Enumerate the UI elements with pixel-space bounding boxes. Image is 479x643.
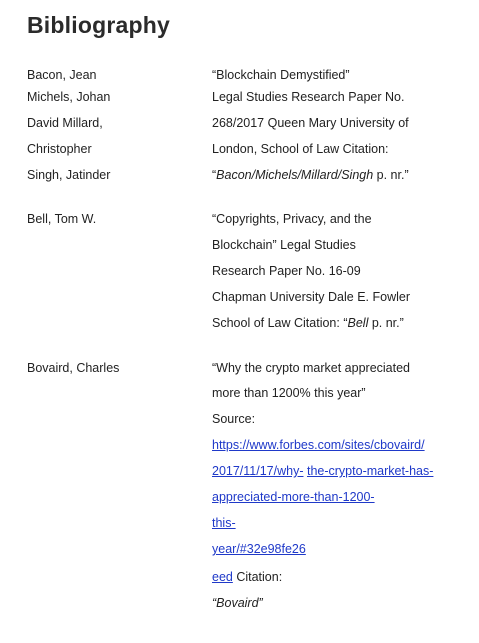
citation-suffix: p. nr.” (373, 168, 409, 182)
source-link[interactable]: https://www.forbes.com/sites/cbovaird/ (212, 438, 425, 452)
citation-prefix: School of Law Citation: “ (212, 316, 348, 330)
source-link[interactable]: eed (212, 570, 233, 584)
citation-key: “Bovaird” (212, 596, 263, 610)
author-name: Michels, Johan (27, 90, 111, 104)
author-name: Christopher (27, 142, 92, 156)
source-link[interactable]: year/#32e98fe26 (212, 542, 306, 556)
reference-line: “Copyrights, Privacy, and the (212, 212, 372, 226)
reference-line: Source: (212, 412, 256, 426)
source-link[interactable]: this- (212, 516, 236, 530)
source-link[interactable]: 2017/11/17/why- (212, 464, 304, 478)
citation-key: Bell (347, 316, 369, 330)
source-link[interactable]: appreciated-more-than-1200- (212, 490, 375, 504)
quote-mark: “ (212, 168, 217, 182)
reference-line: Legal Studies Research Paper No. (212, 90, 405, 104)
author-name: Bovaird, Charles (27, 361, 120, 375)
citation-line (212, 167, 409, 183)
citation-key: Bacon/Michels/Millard/Singh (216, 168, 374, 182)
citation-line (212, 595, 263, 611)
page-title: Bibliography (27, 12, 170, 38)
citation-suffix: p. nr.” (368, 316, 404, 330)
author-name: Bacon, Jean (27, 68, 97, 82)
author-name: Bell, Tom W. (27, 212, 97, 226)
citation-line (212, 315, 404, 331)
author-name: David Millard, (27, 116, 103, 130)
reference-line: more than 1200% this year” (212, 386, 366, 400)
reference-line: Chapman University Dale E. Fowler (212, 290, 410, 304)
citation-label: Citation: (232, 570, 283, 584)
reference-line: “Blockchain Demystified” (212, 68, 350, 82)
reference-line: Blockchain” Legal Studies (212, 238, 356, 252)
reference-line: 268/2017 Queen Mary University of (212, 116, 409, 130)
reference-line: Research Paper No. 16-09 (212, 264, 361, 278)
citation-line (212, 569, 282, 585)
author-name: Singh, Jatinder (27, 168, 111, 182)
source-link-row (212, 463, 433, 479)
reference-line: London, School of Law Citation: (212, 142, 389, 156)
source-link[interactable]: the-crypto-market-has- (306, 464, 434, 478)
reference-line: “Why the crypto market appreciated (212, 361, 410, 375)
